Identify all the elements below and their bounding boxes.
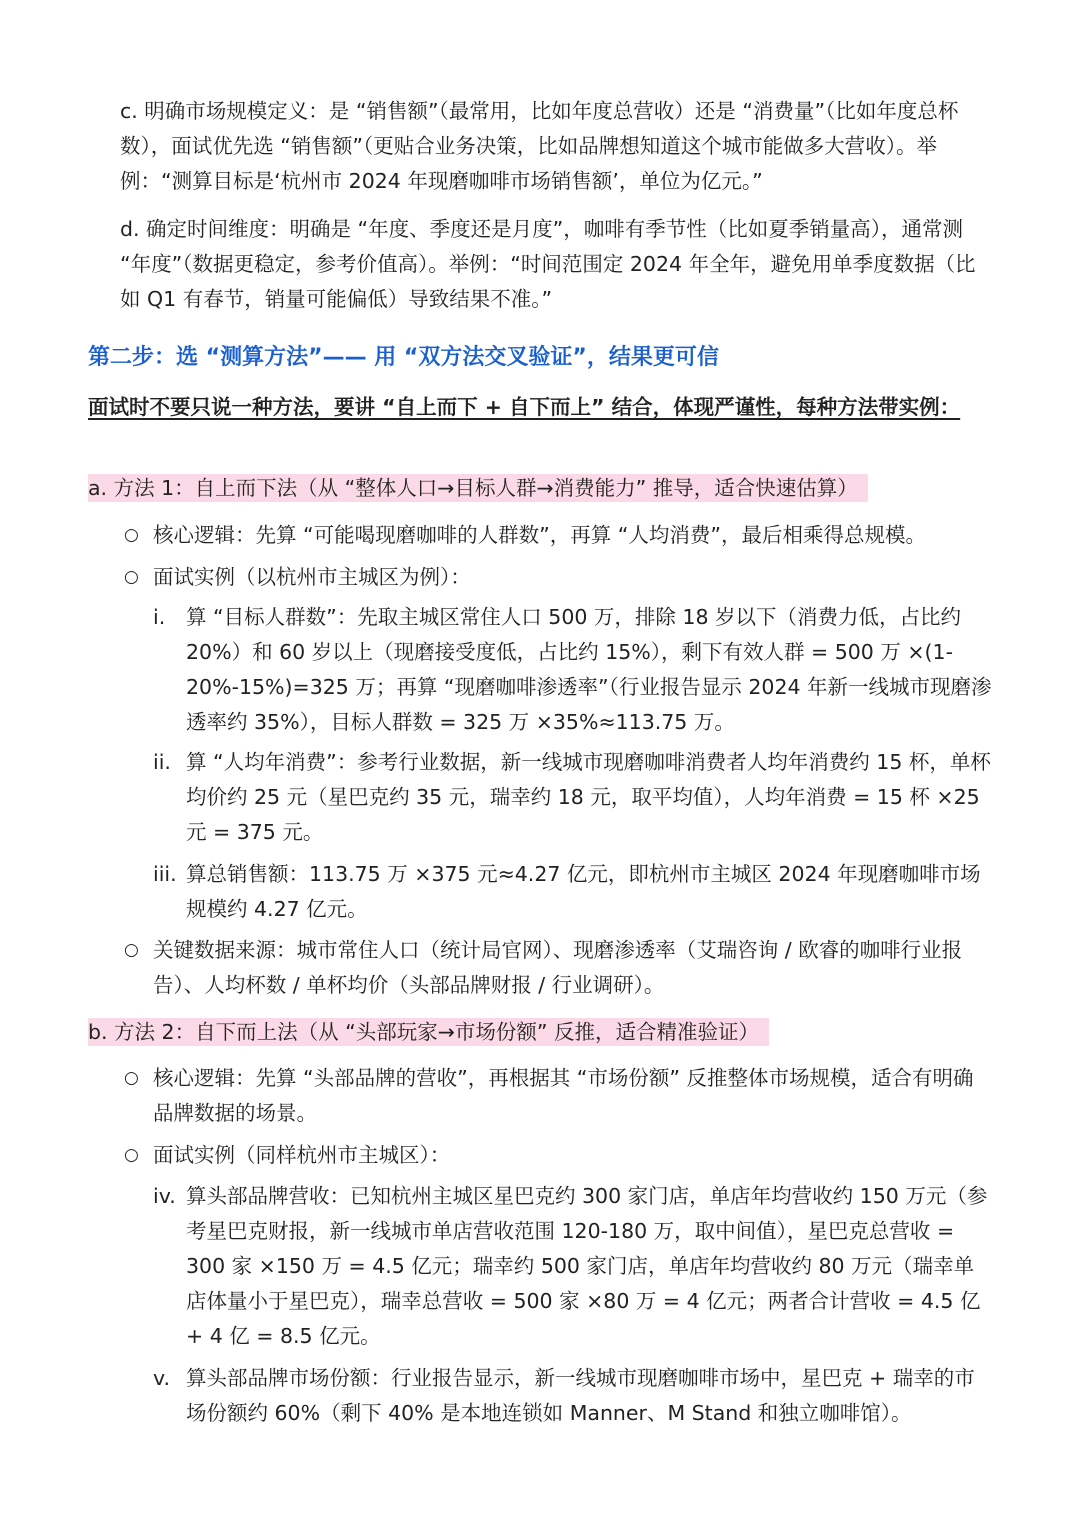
bullet-icon: ○	[124, 1145, 139, 1165]
step-text: 算头部品牌营收：已知杭州主城区星巴克约 300 家门店，单店年均营收约 150 万元（参考星巴克财报，新一线城市单店营收范围 120-180 万，取中间值），星巴克总营收 = 300 家 ×150 万 = 4.5 亿元；瑞幸约 500 家门店，单店年均营收约 80 万元（瑞幸单店体量小于星巴克），瑞幸总营收 = 500 家 ×80 万 = 4 亿元；两者合计营收 = 4.5 亿 + 4 亿 = 8.5 亿元。	[186, 1184, 988, 1348]
method-a-example-label: 面试实例（以杭州市主城区为例）：	[153, 565, 471, 589]
step-number: i.	[153, 605, 166, 629]
method-b-example-label: 面试实例（同样杭州市主城区）：	[153, 1143, 451, 1167]
method-a-data-sources: 关键数据来源：城市常住人口（统计局官网）、现磨渗透率（艾瑞咨询 / 欧睿的咖啡行业报告）、人均杯数 / 单杯均价（头部品牌财报 / 行业调研）。	[153, 938, 963, 997]
method-b-title-highlight: b. 方法 2：自下而上法（从 “头部玩家→市场份额” 反推，适合精准验证）	[88, 1018, 769, 1046]
bullet-icon: ○	[124, 525, 139, 545]
bullet-icon: ○	[124, 567, 139, 587]
step-text: 算头部品牌市场份额：行业报告显示，新一线城市现磨咖啡市场中，星巴克 + 瑞幸的市场份额约 60%（剩下 40% 是本地连锁如 Manner、M Stand 和独立咖啡馆）。	[186, 1366, 975, 1425]
step2-heading: 第二步：选 “测算方法”—— 用 “双方法交叉验证”，结果更可信	[88, 345, 719, 370]
paragraph-d: d. 确定时间维度：明确是 “年度、季度还是月度”，咖啡有季节性（比如夏季销量高），通常测 “年度”（数据更稳定，参考价值高）。举例：“时间范围定 2024 年全年，避免用单季度数据（比如 Q1 有春节，销量可能偏低）导致结果不准。”	[120, 217, 976, 311]
step-number: v.	[153, 1366, 171, 1390]
method-b-core-logic: 核心逻辑：先算 “头部品牌的营收”，再根据其 “市场份额” 反推整体市场规模，适合有明确品牌数据的场景。	[153, 1066, 974, 1125]
step-number: iii.	[153, 862, 177, 886]
step2-intro: 面试时不要只说一种方法，要讲 “自上而下 + 自下而上” 结合，体现严谨性，每种方法带实例：	[88, 395, 961, 419]
method-a-core-logic: 核心逻辑：先算 “可能喝现磨咖啡的人群数”，再算 “人均消费”，最后相乘得总规模。	[153, 523, 927, 547]
method-b-title	[88, 1014, 769, 1050]
paragraph-c: c. 明确市场规模定义：是 “销售额”（最常用，比如年度总营收）还是 “消费量”（比如年度总杯数），面试优先选 “销售额”（更贴合业务决策，比如品牌想知道这个城市能做多大营收）。举例：“测算目标是‘杭州市 2024 年现磨咖啡市场销售额’，单位为亿元。”	[120, 99, 959, 193]
step-text: 算 “目标人群数”：先取主城区常住人口 500 万，排除 18 岁以下（消费力低，占比约 20%）和 60 岁以上（现磨接受度低，占比约 15%），剩下有效人群 = 500 万 ×(1-20%-15%)=325 万；再算 “现磨咖啡渗透率”（行业报告显示 2024 年新一线城市现磨渗透率约 35%），目标人群数 = 325 万 ×35%≈113.75 万。	[186, 605, 992, 734]
method-a-title-highlight: a. 方法 1：自上而下法（从 “整体人口→目标人群→消费能力” 推导，适合快速估算）	[88, 474, 868, 502]
bullet-icon: ○	[124, 940, 139, 960]
bullet-icon: ○	[124, 1068, 139, 1088]
step-number: ii.	[153, 750, 171, 774]
step-text: 算总销售额：113.75 万 ×375 元≈4.27 亿元，即杭州市主城区 2024 年现磨咖啡市场规模约 4.27 亿元。	[186, 862, 981, 921]
method-a-title	[88, 470, 868, 506]
step-text: 算 “人均年消费”：参考行业数据，新一线城市现磨咖啡消费者人均年消费约 15 杯，单杯均价约 25 元（星巴克约 35 元，瑞幸约 18 元，取平均值），人均年消费 = 15 杯 ×25 元 = 375 元。	[186, 750, 991, 844]
step-number: iv.	[153, 1184, 176, 1208]
